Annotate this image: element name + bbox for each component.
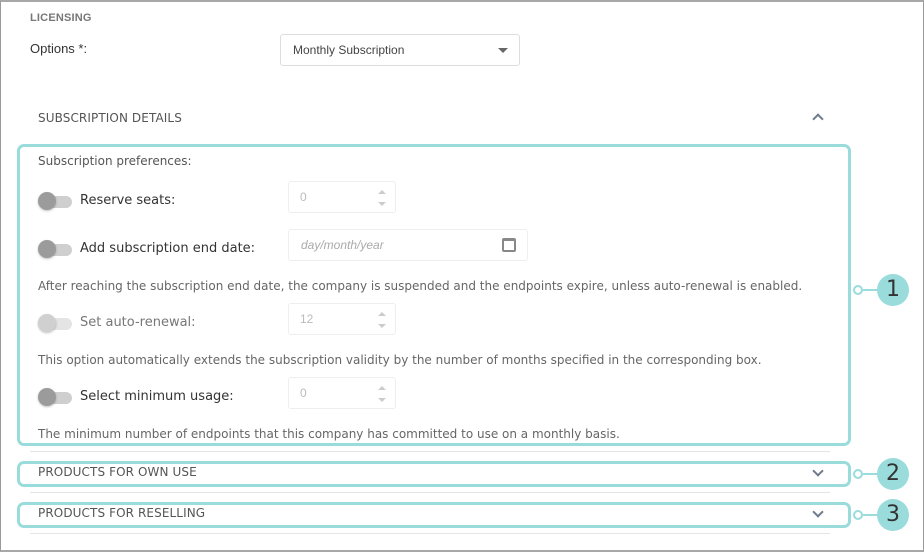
reserve-seats-value: 0 (300, 190, 307, 204)
auto-renewal-help-text: This option automatically extends the subscription validity by the number of months specified in the corresponding box. (38, 353, 762, 367)
toggle-knob (38, 388, 56, 406)
minimum-usage-input[interactable] (288, 377, 396, 409)
spin-down-icon[interactable] (378, 202, 386, 206)
divider (30, 451, 830, 452)
spin-up-icon[interactable] (378, 312, 386, 316)
toggle-knob (38, 192, 56, 210)
options-label: Options *: (30, 41, 88, 56)
products-reselling-header[interactable]: PRODUCTS FOR RESELLING (38, 506, 206, 520)
divider (30, 533, 830, 534)
callout-badge-1: 1 (877, 274, 909, 306)
divider (30, 492, 830, 493)
end-date-help-text: After reaching the subscription end date, the company is suspended and the endpoints expire, unless auto-renewal is enabled. (38, 279, 803, 293)
options-selected-value: Monthly Subscription (293, 43, 405, 57)
subscription-preferences-title: Subscription preferences: (38, 154, 192, 168)
spin-up-icon[interactable] (378, 190, 386, 194)
callout-connector-dot (853, 285, 863, 295)
minimum-usage-label: Select minimum usage: (80, 389, 234, 404)
subscription-details-header[interactable]: SUBSCRIPTION DETAILS (38, 111, 182, 125)
auto-renewal-toggle[interactable] (38, 316, 72, 330)
dropdown-caret-icon (498, 48, 508, 53)
callout-badge-2: 2 (877, 458, 909, 490)
auto-renewal-input[interactable] (288, 303, 396, 335)
calendar-icon[interactable] (502, 238, 516, 252)
licensing-section-label: LICENSING (30, 12, 92, 24)
minimum-usage-toggle[interactable] (38, 390, 72, 404)
spin-down-icon[interactable] (378, 324, 386, 328)
toggle-knob (38, 314, 56, 332)
callout-badge-3: 3 (877, 499, 909, 531)
spin-down-icon[interactable] (378, 398, 386, 402)
options-select[interactable] (280, 34, 520, 66)
end-date-placeholder: day/month/year (301, 238, 384, 252)
callout-connector-dot (853, 510, 863, 520)
reserve-seats-toggle[interactable] (38, 194, 72, 208)
spin-up-icon[interactable] (378, 386, 386, 390)
reserve-seats-input[interactable] (288, 181, 396, 213)
end-date-input[interactable] (288, 229, 528, 261)
auto-renewal-label: Set auto-renewal: (80, 315, 196, 330)
reserve-seats-label: Reserve seats: (80, 193, 176, 208)
end-date-toggle[interactable] (38, 242, 72, 256)
minimum-usage-value: 0 (300, 386, 307, 400)
auto-renewal-value: 12 (300, 312, 314, 326)
products-own-use-header[interactable]: PRODUCTS FOR OWN USE (38, 465, 197, 479)
end-date-label: Add subscription end date: (80, 241, 256, 256)
minimum-usage-help-text: The minimum number of endpoints that this company has committed to use on a monthly basis. (38, 427, 620, 441)
toggle-knob (38, 240, 56, 258)
callout-connector-dot (853, 469, 863, 479)
